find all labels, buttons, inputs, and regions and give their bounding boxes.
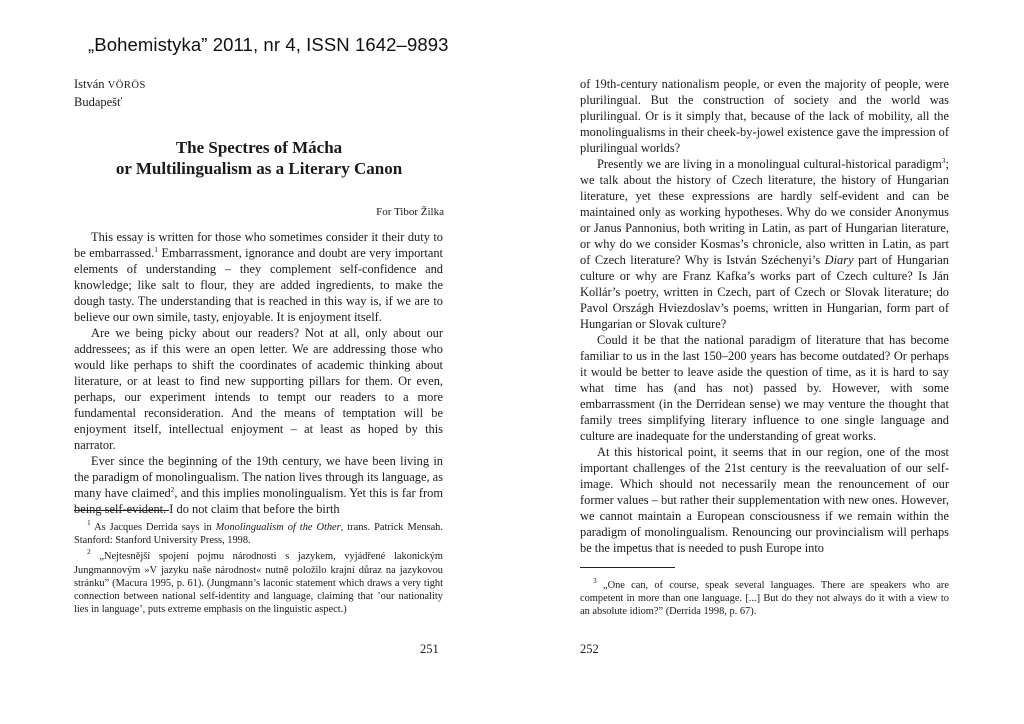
paragraph-text: This essay is written for those who sometimes consider it their duty to be embarrassed. (74, 230, 443, 260)
footnote (580, 576, 949, 619)
paragraph-text: part of Hungarian culture or why are Franz Kafka’s works part of Czech culture? Is Ján Kollár’s poetry, written in Czech, part of Czech or Slovak literature; do Pavol Országh Hviezdoslav’s poems, written in Hungarian, form part of Hungarian or Slovak culture? (580, 253, 949, 331)
footnote (74, 518, 443, 547)
journal-header: „Bohemistyka” 2011, nr 4, ISSN 1642–9893 (88, 34, 449, 55)
paragraph (74, 453, 443, 517)
footnote-number: 1 (87, 518, 91, 527)
footnote-text: As Jacques Derrida says in (90, 522, 216, 533)
footnote-divider (580, 567, 675, 568)
right-page (512, 0, 1024, 724)
paragraph: Could it be that the national paradigm of literature that has become familiar to us in the last 150–200 years has become outdated? Or perhaps it would be better to leave aside the question of time, as it is hard to say what time has (and has not) passed by. However, with some embarrassment (in the Derridean sense) we may venture the thought that family trees simplifying literary influence to one single language and culture are inadequate for the understanding of great works. (580, 333, 949, 443)
paragraph (74, 229, 443, 325)
author-surname: VÖRÖS (107, 80, 146, 91)
page-number-left: 251 (420, 642, 439, 656)
footnote-text: , trans. Patrick Mensah. Stanford: Stanford University Press, 1998. (74, 522, 443, 547)
footnote-ref: 2 (170, 485, 175, 494)
author-given-name: István (74, 77, 108, 91)
dedication: For Tibor Žilka (376, 206, 444, 218)
footnote (74, 547, 443, 616)
title-line-2: or Multilingualism as a Literary Canon (115, 159, 403, 178)
left-footnotes (74, 518, 443, 619)
paragraph-text: Ever since the beginning of the 19th century, we have been living in the paradigm of monolingualism. The nation lives through its language, as many have claimed (74, 454, 443, 500)
paragraph: At this historical point, it seems that in our region, one of the most important challenges of the 21st century is the reevaluation of our self-image. Which should not necessarily mean the renouncement of our former values – but rather their supplementation with new ones. However, we cannot maintain a European consciousness if we remain within the paradigm of monolingualism. Renouncing our provincialism will perhaps be the impetus that is needed to push Europe into (580, 445, 949, 555)
paragraph (580, 156, 949, 332)
paragraph: Are we being picky about our readers? Not at all, only about our addressees; as if this were an open letter. We are addressing those who would like perhaps to shift the coordinates of academic thinking about literature, or at least to find new supporting pillars for them. Or even, perhaps, our experiment intends to tempt our readers to a more fundamental reconsideration. And the means of temptation will be enjoyment itself, intellectual enjoyment – at least as hoped by this narrator. (74, 326, 443, 452)
title-line-1: The Spectres of Mácha (175, 138, 343, 157)
footnote-text: „One can, of course, speak several languages. There are speakers who are competent in more than one language. [...] But do they not always do it with a view to an absolute idiom?” (Derrida 1998, p. 67). (580, 580, 949, 618)
italic-title: Diary (824, 253, 854, 267)
footnote-divider (74, 510, 169, 511)
footnote-ref: 3 (941, 156, 946, 165)
page-number-right: 252 (580, 642, 599, 656)
paragraph: of 19th-century nationalism people, or even the majority of people, were plurilingual. But the construction of society and the world was plurilingual. Or is it simply that, because of the lack of mobility, all the monolingualisms in their cheek-by-jowel existence gave the impression of plurilingual worlds? (580, 77, 949, 155)
paragraph-text: , and this implies monolingualism. Yet this is far from being self-evident. I do not claim that before the birth (74, 486, 443, 516)
article-title (74, 137, 444, 179)
footnote-text: „Nejtesnější spojení pojmu národnosti s jazykem, vyjádřené lakonickým Jungmannovým »V jazyku naše národnost« nutně položilo krajní důraz na jazykovou stránku” (Macura 1995, p. 61). (Jungmann’s laconic statement which draws a very tight connection between national self-identity and language, claiming that ’our nationality lies in language’, puts extreme emphasis on the linguistic aspect.) (74, 551, 443, 616)
author-name (74, 76, 146, 94)
paragraph-text: Embarrassment, ignorance and doubt are very important elements of understanding – they complement self-confidence and knowledge; like salt to flour, they are added ingredients, to make the dough tasty. The understanding that is reached in this way is, if we are to believe our own simile, tasty, enjoyable. It is enjoyment itself. (74, 246, 443, 324)
footnote-number: 3 (593, 576, 597, 585)
author-block (74, 76, 146, 110)
footnote-number: 2 (87, 547, 91, 557)
right-body-text (580, 76, 949, 556)
footnote-ref: 1 (154, 245, 158, 254)
right-footnotes (580, 576, 949, 622)
left-body-text (74, 229, 443, 517)
paragraph-text: ; we talk about the history of Czech literature, the history of Hungarian literature, yet these expressions are hardly self-evident and can be maintained only as working hypotheses. Why do we consider Anonymus or Janus Pannonius, both writing in Latin, as part of Hungarian literature, or why do we consider Kosmas’s chronicle, also written in Latin, as part of Czech literature? Why is István Széchenyi’s (580, 157, 949, 267)
author-city: Budapešť (74, 95, 123, 109)
paragraph-text: Presently we are living in a monolingual cultural-historical paradigm (597, 157, 942, 171)
footnote-book-title: Monolingualism of the Other (215, 522, 341, 533)
